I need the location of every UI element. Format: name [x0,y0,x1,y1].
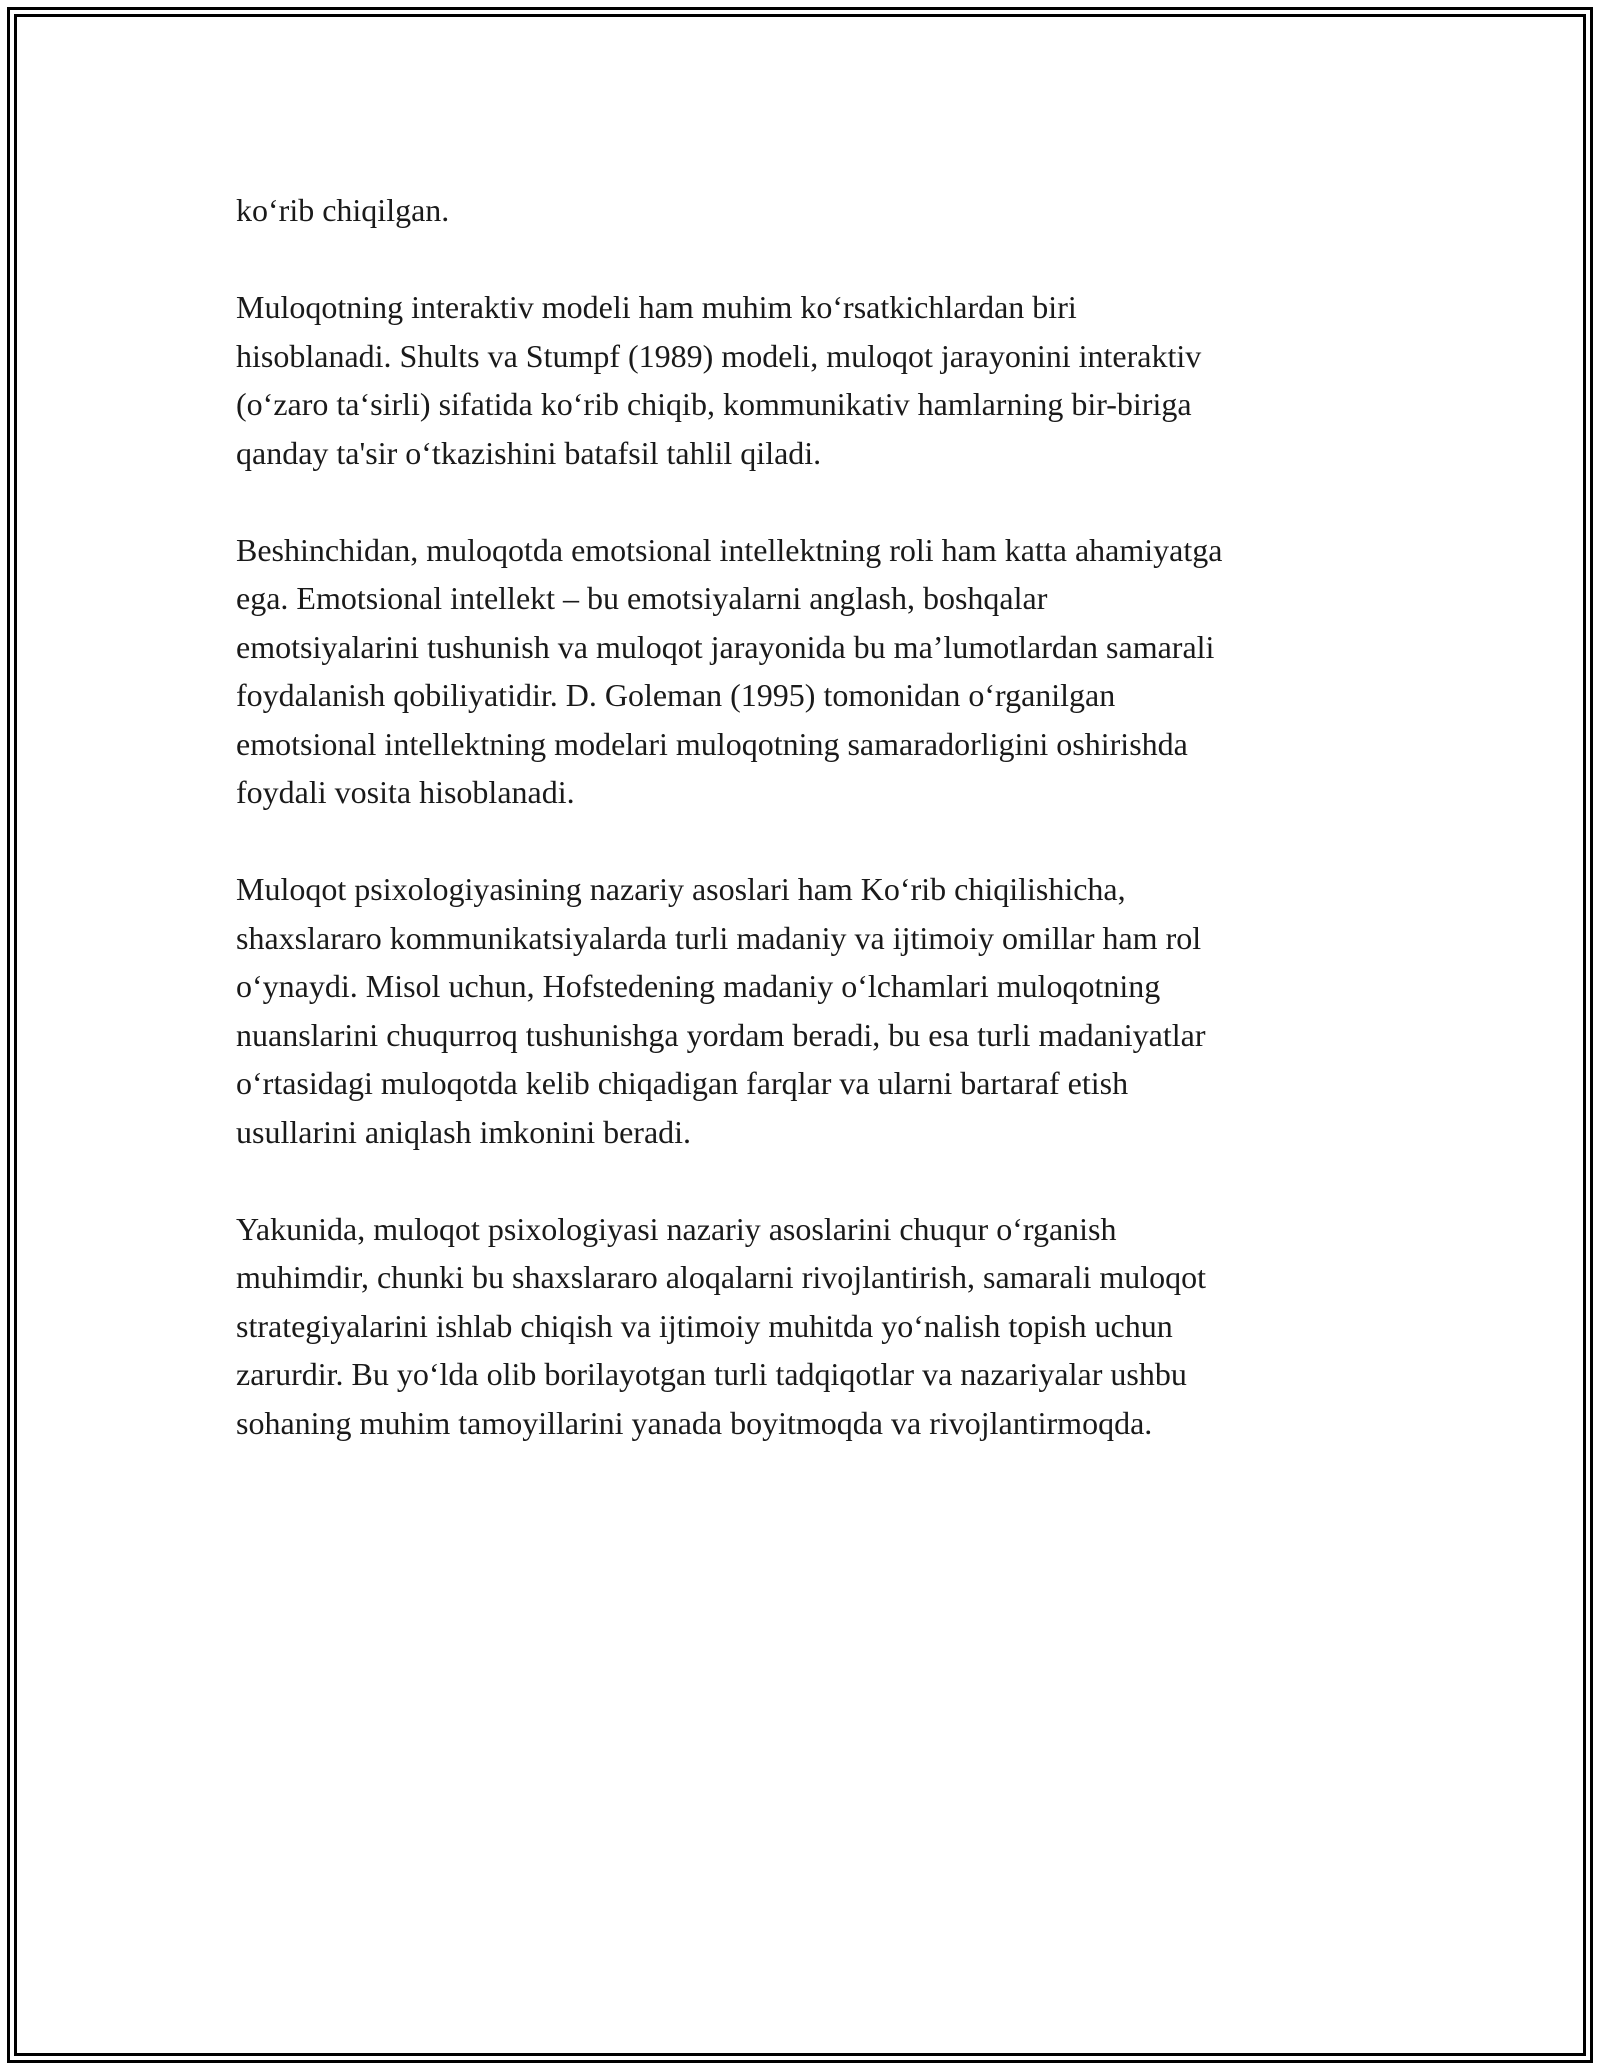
paragraph-2: Muloqotning interaktiv modeli ham muhim ko‘rsatkichlardan biri hisoblanadi. Shults va Stumpf (1989) modeli, muloqot jarayonini interaktiv (o‘zaro ta‘sirli) sifatida ko‘rib chiqib, kommunikativ hamlarning bir-biriga qanday ta'sir o‘tkazishini batafsil tahlil qiladi. [236,289,1202,471]
paragraph-4: Muloqot psixologiyasining nazariy asoslari ham Ko‘rib chiqilishicha, shaxslararo kommunikatsiyalarda turli madaniy va ijtimoiy omillar ham rol o‘ynaydi. Misol uchun, Hofstedening madaniy o‘lchamlari muloqotning nuanslarini chuqurroq tushunishga yordam beradi, bu esa turli madaniyatlar o‘rtasidagi muloqotda kelib chiqadigan farqlar va ularni bartaraf etish usullarini aniqlash imkonini beradi. [236,871,1206,1150]
paragraph-5: Yakunida, muloqot psixologiyasi nazariy asoslarini chuqur o‘rganish muhimdir, chunki bu shaxslararo aloqalarni rivojlantirish, samarali muloqot strategiyalarini ishlab chiqish va ijtimoiy muhitda yo‘nalish topish uchun zarurdir. Bu yo‘lda olib borilayotgan turli tadqiqotlar va nazariyalar ushbu sohaning muhim tamoyillarini yanada boyitmoqda va rivojlantirmoqda. [236,1210,1207,1441]
paragraph-3: Beshinchidan, muloqotda emotsional intellektning roli ham katta ahamiyatga ega. Emotsional intellekt – bu emotsiyalarni anglash, boshqalar emotsiyalarini tushunish va muloqot jarayonida bu ma’lumotlardan samarali foydalanish qobiliyatidir. D. Goleman (1995) tomonidan o‘rganilgan emotsional intellektning modelari muloqotning samaradorligini oshirishda foydali vosita hisoblanadi. [236,531,1223,810]
document-body [236,186,1396,1496]
paragraph-1: ko‘rib chiqilgan. [236,192,450,228]
